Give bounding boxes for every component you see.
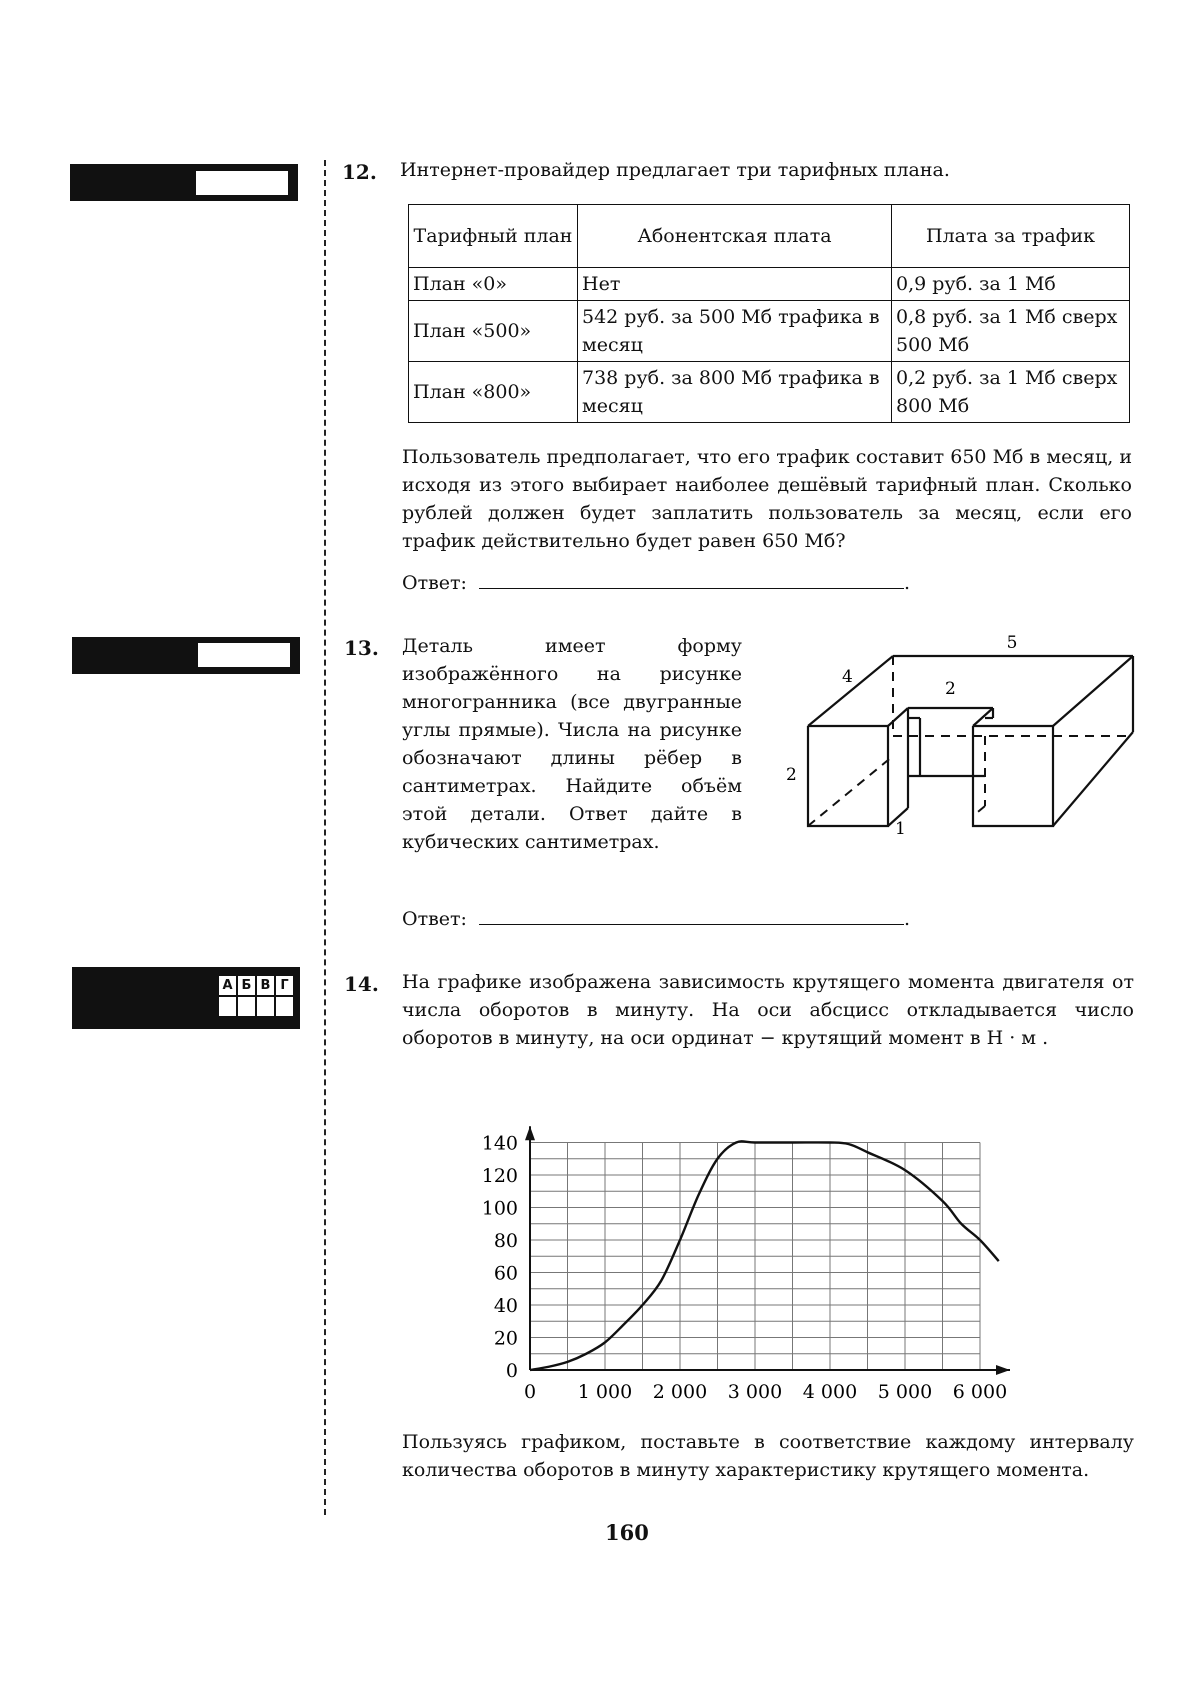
- q12-answer: Ответ: .: [402, 572, 910, 594]
- cell-traffic: 0,2 руб. за 1 Мб сверх 800 Мб: [892, 362, 1130, 423]
- x-tick-label: 2 000: [652, 1381, 708, 1403]
- q13-answer: Ответ: .: [402, 908, 910, 930]
- x-tick-label: 3 000: [727, 1381, 783, 1403]
- letter-b: Б: [237, 975, 256, 996]
- cell-plan: План «800»: [409, 362, 578, 423]
- answer-line[interactable]: [479, 906, 904, 925]
- answer-label: Ответ:: [402, 572, 467, 594]
- cell-g[interactable]: [275, 996, 294, 1017]
- cell-traffic: 0,8 руб. за 1 Мб сверх 500 Мб: [892, 301, 1130, 362]
- polyhedron-figure: [780, 630, 1140, 840]
- x-tick-label: 0: [523, 1381, 537, 1403]
- answer-letters-header: [218, 975, 294, 996]
- table-header-row: [409, 205, 1130, 268]
- y-tick-label: 120: [481, 1165, 518, 1187]
- cell-a[interactable]: [218, 996, 237, 1017]
- table-row: [409, 268, 1130, 301]
- label-2-height: 2: [786, 765, 797, 785]
- cell-fee: 738 руб. за 800 Мб трафика в месяц: [578, 362, 892, 423]
- answer-label: Ответ:: [402, 908, 467, 930]
- answer-field-13[interactable]: [198, 643, 290, 667]
- q13-number: 13.: [344, 636, 379, 660]
- label-4: 4: [842, 667, 853, 687]
- y-tick-label: 80: [493, 1230, 518, 1252]
- header-fee: Абонентская плата: [578, 205, 892, 268]
- y-tick-label: 60: [493, 1262, 518, 1285]
- y-tick-label: 40: [493, 1295, 518, 1317]
- letter-g: Г: [275, 975, 294, 996]
- x-tick-label: 5 000: [877, 1381, 933, 1403]
- y-axis-arrow: [525, 1126, 535, 1140]
- answer-letters-cells[interactable]: [218, 996, 294, 1017]
- x-axis-arrow: [996, 1365, 1010, 1375]
- answer-line[interactable]: [479, 570, 904, 589]
- x-tick-label: 4 000: [802, 1381, 858, 1403]
- cell-traffic: 0,9 руб. за 1 Мб: [892, 268, 1130, 301]
- q12-text: Пользователь предполагает, что его трафик составит 650 Мб в месяц, и исходя из этого выбирает наиболее дешёвый тарифный план. Сколько рублей должен будет заплатить пользователь за месяц, если его трафик действительно будет равен 650 Мб?: [402, 446, 1132, 552]
- cell-b[interactable]: [237, 996, 256, 1017]
- label-1: 1: [895, 819, 906, 839]
- x-tick-label: 6 000: [952, 1381, 1008, 1403]
- y-tick-label: 20: [493, 1327, 518, 1350]
- page-number: 160: [605, 1520, 649, 1545]
- cell-v[interactable]: [256, 996, 275, 1017]
- header-plan: Тарифный план: [409, 205, 578, 268]
- y-tick-label: 0: [505, 1360, 518, 1382]
- cut-line: [324, 160, 326, 1515]
- y-tick-label: 100: [481, 1197, 518, 1220]
- cell-fee: Нет: [578, 268, 892, 301]
- label-2-notch: 2: [945, 679, 956, 699]
- q14-text: На графике изображена зависимость крутящего момента двигателя от числа оборотов в минуту. На оси абсцисс откладывается число оборотов в минуту, на оси ординат − крутящий момент в Н · м .: [402, 971, 1134, 1049]
- label-5: 5: [1006, 633, 1018, 653]
- answer-field-12[interactable]: [196, 171, 288, 195]
- cell-plan: План «500»: [409, 301, 578, 362]
- torque-curve: [530, 1141, 999, 1370]
- y-tick-label: 140: [481, 1132, 518, 1155]
- x-tick-label: 1 000: [577, 1381, 633, 1403]
- header-traffic: Плата за трафик: [892, 205, 1130, 268]
- letter-a: А: [218, 975, 237, 996]
- torque-chart: [450, 1100, 1020, 1410]
- q13-text: Деталь имеет форму изображённого на рисунке многогранника (все двугранные углы прямые). Числа на рисунке обозначают длины рёбер в сантиметрах. Найдите объём этой детали. Ответ дайте в кубических сантиметрах.: [402, 635, 742, 853]
- q12-intro: Интернет-провайдер предлагает три тарифных плана.: [400, 159, 950, 181]
- cell-fee: 542 руб. за 500 Мб трафика в месяц: [578, 301, 892, 362]
- table-row: [409, 362, 1130, 423]
- tariff-table: [408, 204, 1130, 423]
- q14-number: 14.: [344, 972, 379, 996]
- letter-v: В: [256, 975, 275, 996]
- q12-number: 12.: [342, 160, 377, 184]
- q14-after-text: Пользуясь графиком, поставьте в соответствие каждому интервалу количества оборотов в минуту характеристику крутящего момента.: [402, 1431, 1134, 1481]
- cell-plan: План «0»: [409, 268, 578, 301]
- table-row: [409, 301, 1130, 362]
